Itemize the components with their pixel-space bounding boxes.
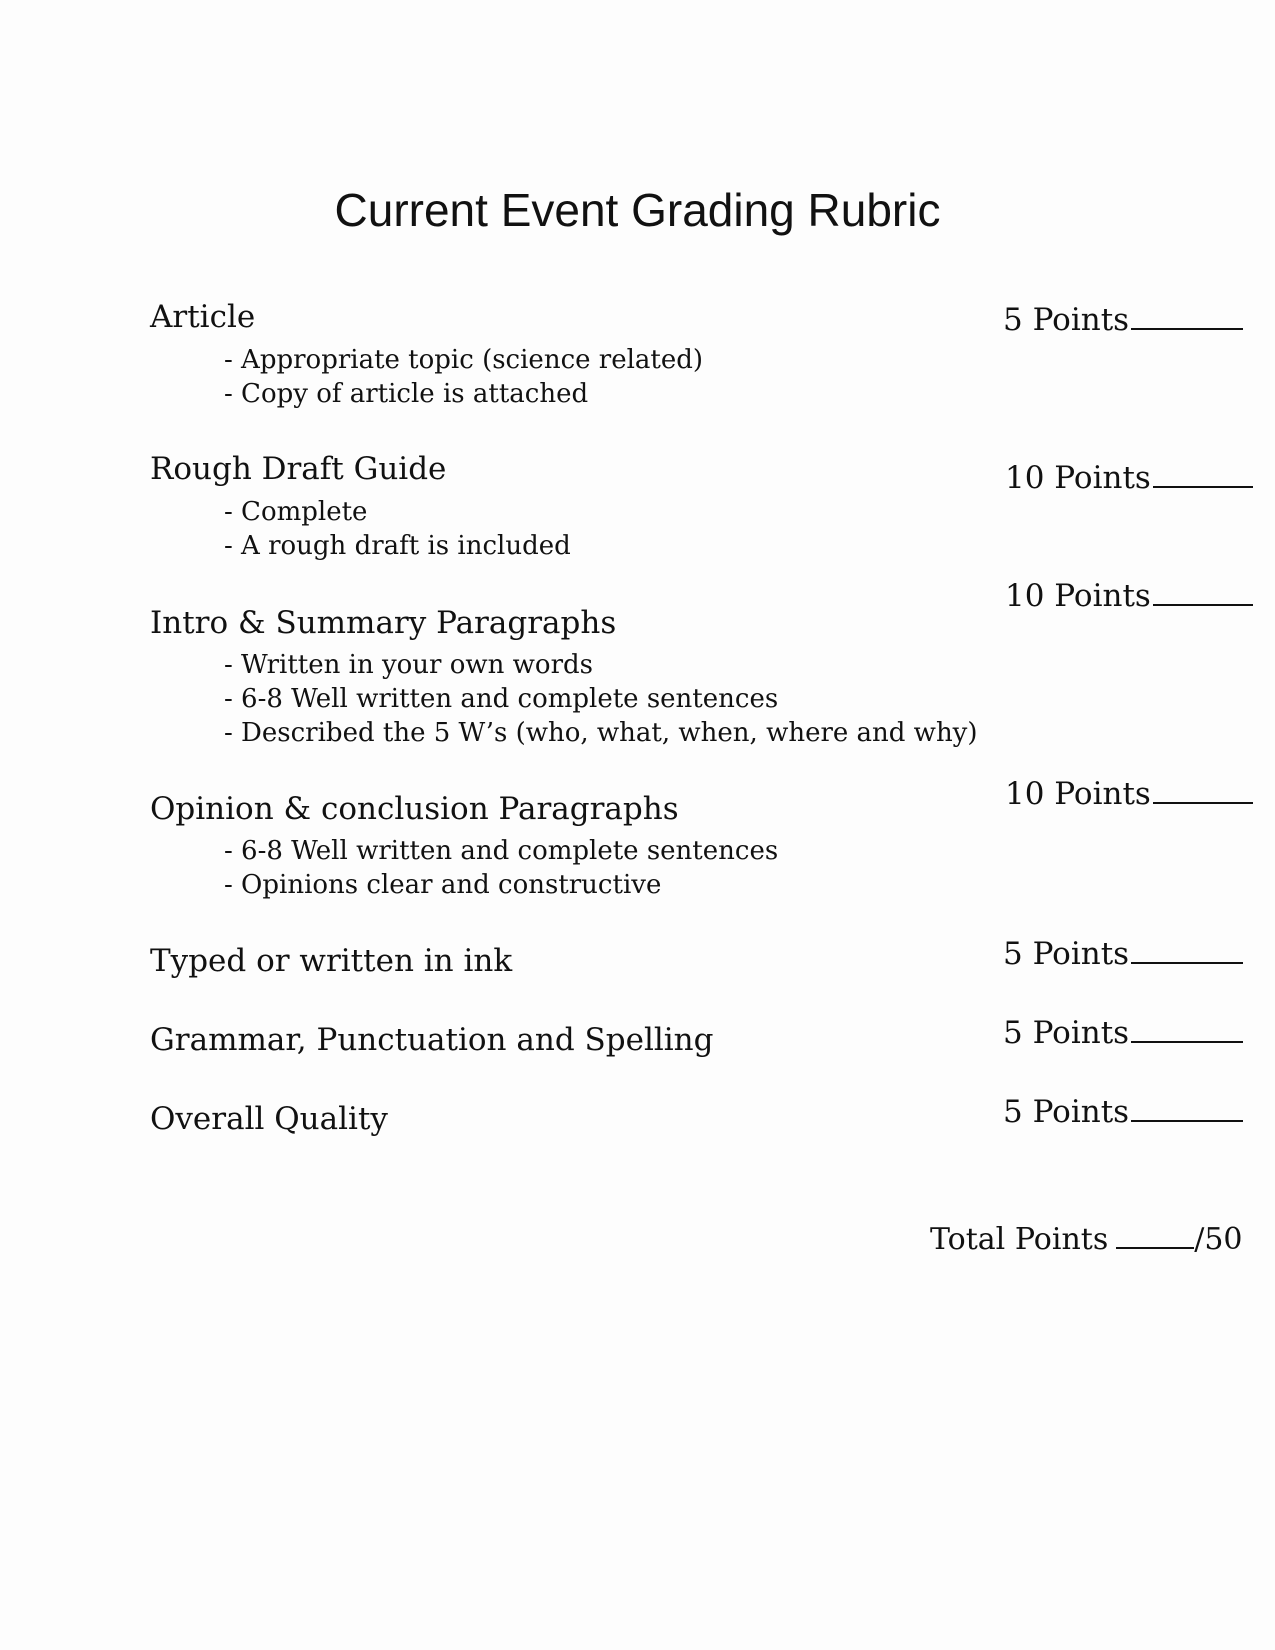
points-label: 5 Points	[1003, 1015, 1130, 1051]
points-intro-summary	[1005, 576, 1253, 616]
points-typed-or-ink	[1003, 934, 1243, 974]
section-heading-intro-summary: Intro & Summary Paragraphs	[150, 605, 617, 641]
score-blank[interactable]	[1131, 302, 1243, 330]
page-title: Current Event Grading Rubric	[334, 184, 941, 236]
total-points	[930, 1220, 1243, 1260]
criterion-item: - A rough draft is included	[224, 531, 571, 561]
points-rough-draft-guide	[1005, 458, 1253, 498]
points-label: 5 Points	[1003, 302, 1130, 338]
section-heading-article: Article	[150, 299, 256, 335]
points-opinion-conclusion	[1005, 774, 1253, 814]
total-label: Total Points	[930, 1222, 1109, 1257]
points-overall-quality	[1003, 1092, 1243, 1132]
points-label: 10 Points	[1005, 776, 1151, 812]
section-heading-rough-draft-guide: Rough Draft Guide	[150, 451, 447, 487]
score-blank[interactable]	[1131, 1015, 1243, 1043]
criterion-item: - Written in your own words	[224, 650, 593, 680]
points-label: 10 Points	[1005, 578, 1151, 614]
section-heading-opinion-conclusion: Opinion & conclusion Paragraphs	[150, 791, 679, 827]
criterion-item: - 6-8 Well written and complete sentences	[224, 684, 779, 714]
criterion-item: - Appropriate topic (science related)	[224, 345, 704, 375]
score-blank[interactable]	[1153, 460, 1253, 488]
criterion-item: - Opinions clear and constructive	[224, 870, 662, 900]
criterion-item: - Complete	[224, 497, 368, 527]
total-score-blank[interactable]	[1116, 1221, 1194, 1249]
points-label: 5 Points	[1003, 1094, 1130, 1130]
points-grammar	[1003, 1013, 1243, 1053]
criterion-item: - Described the 5 W’s (who, what, when, where and why)	[224, 718, 978, 748]
section-heading-overall-quality: Overall Quality	[150, 1101, 388, 1137]
total-max: /50	[1194, 1222, 1243, 1257]
points-article	[1003, 300, 1243, 340]
score-blank[interactable]	[1131, 936, 1243, 964]
points-label: 10 Points	[1005, 460, 1151, 496]
score-blank[interactable]	[1153, 578, 1253, 606]
section-heading-grammar: Grammar, Punctuation and Spelling	[150, 1022, 714, 1058]
score-blank[interactable]	[1153, 776, 1253, 804]
criterion-item: - 6-8 Well written and complete sentences	[224, 836, 779, 866]
score-blank[interactable]	[1131, 1094, 1243, 1122]
section-heading-typed-or-ink: Typed or written in ink	[150, 943, 513, 979]
criterion-item: - Copy of article is attached	[224, 379, 589, 409]
points-label: 5 Points	[1003, 936, 1130, 972]
